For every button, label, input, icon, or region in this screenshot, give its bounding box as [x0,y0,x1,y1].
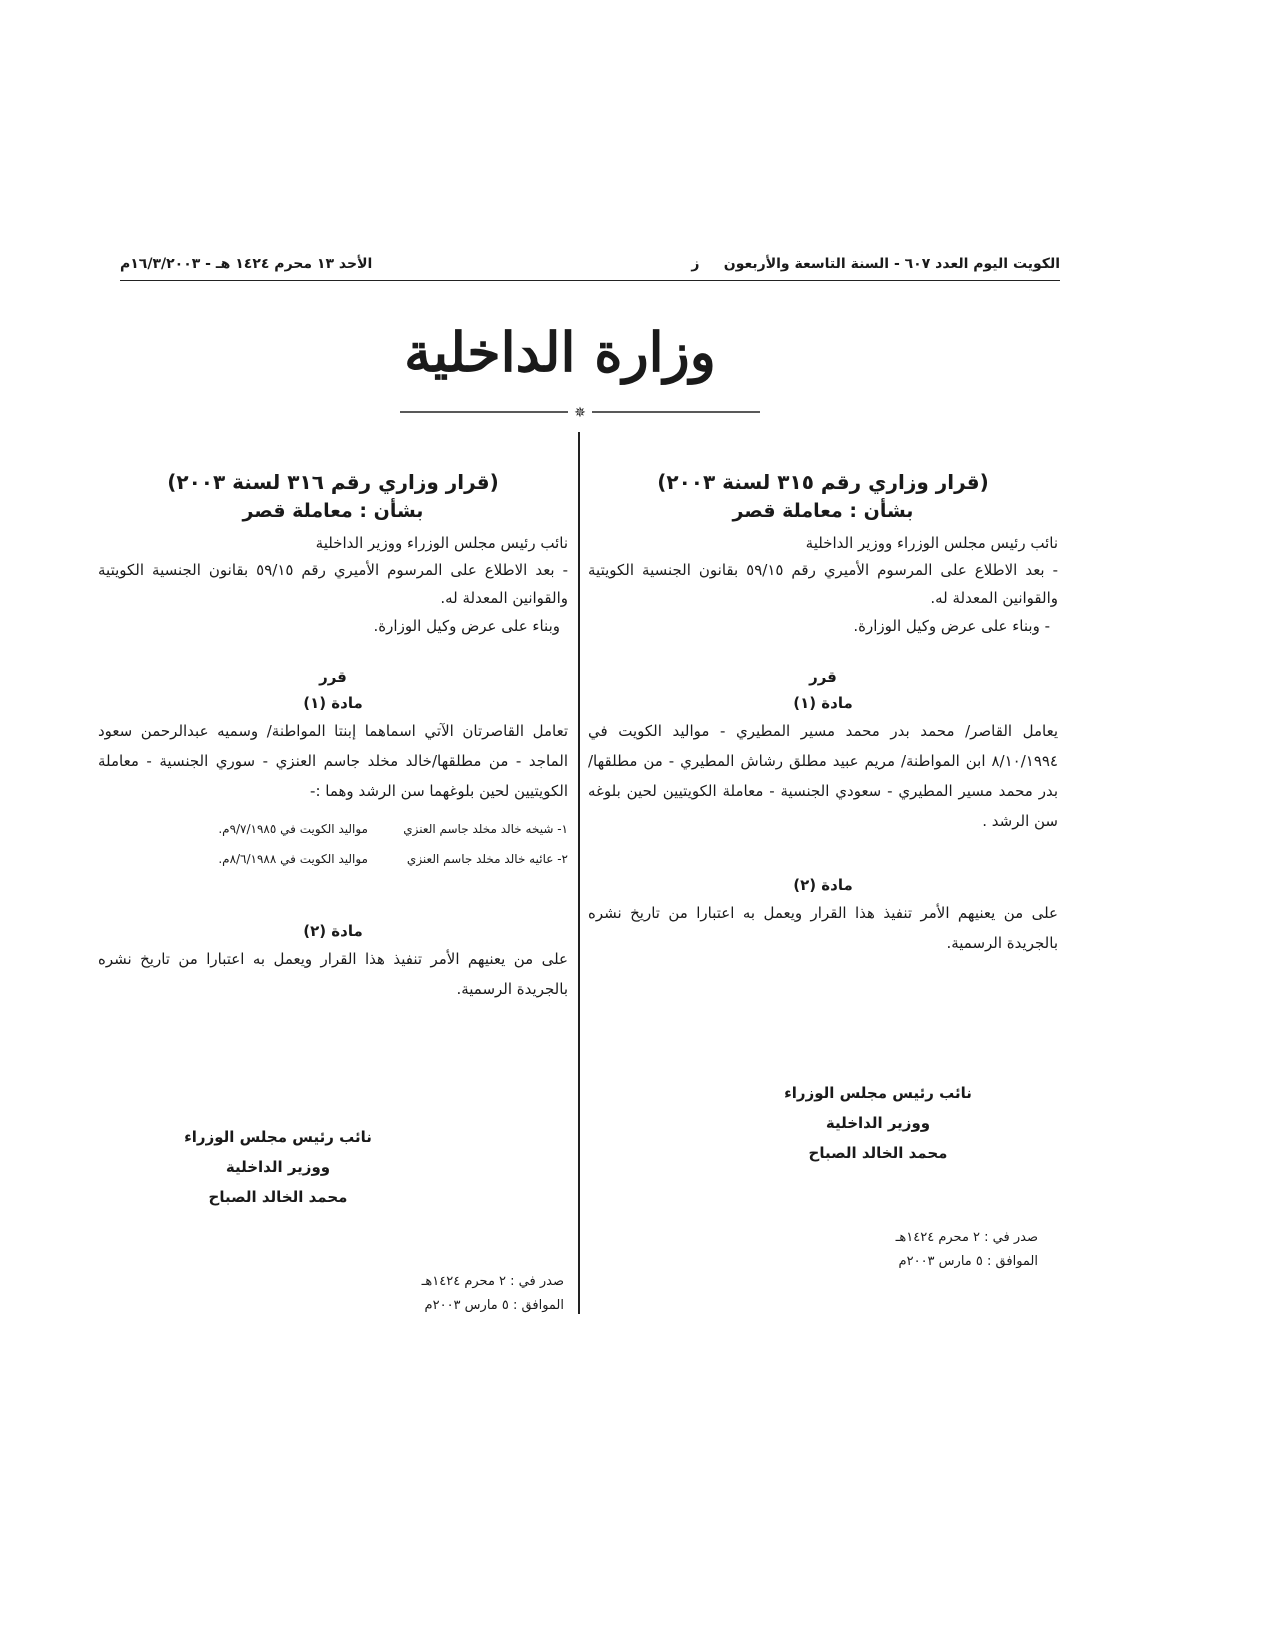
signature-block [158,1122,398,1212]
article-1-text: يعامل القاصر/ محمد بدر محمد مسير المطيري - مواليد الكويت في ٨/١٠/١٩٩٤ ابن المواطنة/ مريم عبيد مطلق رشاش المطيري - من مطلقها/ بدر محمد مسير المطيري - سعودي الجنسية - معاملة الكويتيين لحين بلوغه سن الرشد . [588,722,1058,830]
ornament-star-icon: ✵ [574,405,586,421]
signature-line-2: ووزير الداخلية [225,1158,331,1176]
decided-heading: قرر [809,668,837,686]
article-2-heading: مادة (٢) [793,876,853,894]
decree-title: (قرار وزاري رقم ٣١٦ لسنة ٢٠٠٣) [167,470,499,494]
article-2-text: على من يعنيهم الأمر تنفيذ هذا القرار ويعمل به اعتبارا من تاريخ نشره بالجريدة الرسمية. [98,950,568,998]
header-rule [120,280,1060,281]
issue-info-text: الكويت اليوم العدد ٦٠٧ - السنة التاسعة والأربعون [723,256,1060,272]
signature-block [758,1078,998,1168]
article-2-text: على من يعنيهم الأمر تنفيذ هذا القرار ويعمل به اعتبارا من تاريخ نشره بالجريدة الرسمية. [588,904,1058,952]
masthead-title: وزارة الداخلية [404,320,716,384]
article-2-heading: مادة (٢) [303,922,363,940]
corresponding-date: الموافق : ٥ مارس ٢٠٠٣م [898,1254,1038,1269]
corresponding-date: الموافق : ٥ مارس ٢٠٠٣م [424,1298,564,1313]
running-header [120,256,1060,280]
minor-name: ١- شيخه خالد مخلد جاسم العنزي [403,822,568,836]
list-item [98,814,568,844]
decree-issuer: نائب رئيس مجلس الوزراء ووزير الداخلية [805,534,1058,552]
article-1-heading: مادة (١) [793,694,853,712]
issue-info [691,256,1060,272]
preamble-2: وبناء على عرض وكيل الوزارة. [373,617,560,635]
article-1-text: تعامل القاصرتان الآتي اسماهما إبنتا المواطنة/ وسميه عبدالرحمن سعود الماجد - من مطلقها/خالد مخلد جاسم العنزي - سوري الجنسية - معاملة الكويتيين لحين بلوغهما سن الرشد وهما :- [98,722,568,800]
minors-list [98,814,568,874]
signature-line-1: نائب رئيس مجلس الوزراء [184,1128,372,1146]
issued-on: صدر في : ٢ محرم ١٤٢٤هـ [895,1230,1038,1245]
issue-dates [588,1226,1038,1274]
list-item [98,844,568,874]
decree-title: (قرار وزاري رقم ٣١٥ لسنة ٢٠٠٣) [657,470,989,494]
minor-birth-info: مواليد الكويت في ٨/٦/١٩٨٨م. [218,852,368,866]
signature-line-3: محمد الخالد الصباح [808,1144,948,1162]
minor-birth-info: مواليد الكويت في ٩/٧/١٩٨٥م. [218,822,368,836]
masthead-ornament [400,402,760,422]
decree-subject: بشأن : معاملة قصر [732,500,914,522]
page-letter: ز [691,256,700,272]
decree-issuer: نائب رئيس مجلس الوزراء ووزير الداخلية [315,534,568,552]
decree-subject: بشأن : معاملة قصر [242,500,424,522]
preamble-2: - وبناء على عرض وكيل الوزارة. [853,617,1050,635]
article-1-heading: مادة (١) [303,694,363,712]
preamble-1: - بعد الاطلاع على المرسوم الأميري رقم ٥٩/١٥ بقانون الجنسية الكويتية والقوانين المعدلة له. [98,561,569,607]
issue-dates [98,1270,564,1318]
minor-name: ٢- عائيه خالد مخلد جاسم العنزي [406,852,568,866]
issued-on: صدر في : ٢ محرم ١٤٢٤هـ [421,1274,564,1289]
preamble-1: - بعد الاطلاع على المرسوم الأميري رقم ٥٩/١٥ بقانون الجنسية الكويتية والقوانين المعدلة له. [588,561,1059,607]
header-date: الأحد ١٣ محرم ١٤٢٤ هـ - ١٦/٣/٢٠٠٣م [120,256,373,272]
signature-line-1: نائب رئيس مجلس الوزراء [784,1084,972,1102]
column-divider [578,432,580,1314]
decree-316 [98,470,568,1318]
signature-line-2: ووزير الداخلية [825,1114,931,1132]
decided-heading: قرر [319,668,347,686]
decree-315 [588,470,1058,1274]
signature-line-3: محمد الخالد الصباح [208,1188,348,1206]
